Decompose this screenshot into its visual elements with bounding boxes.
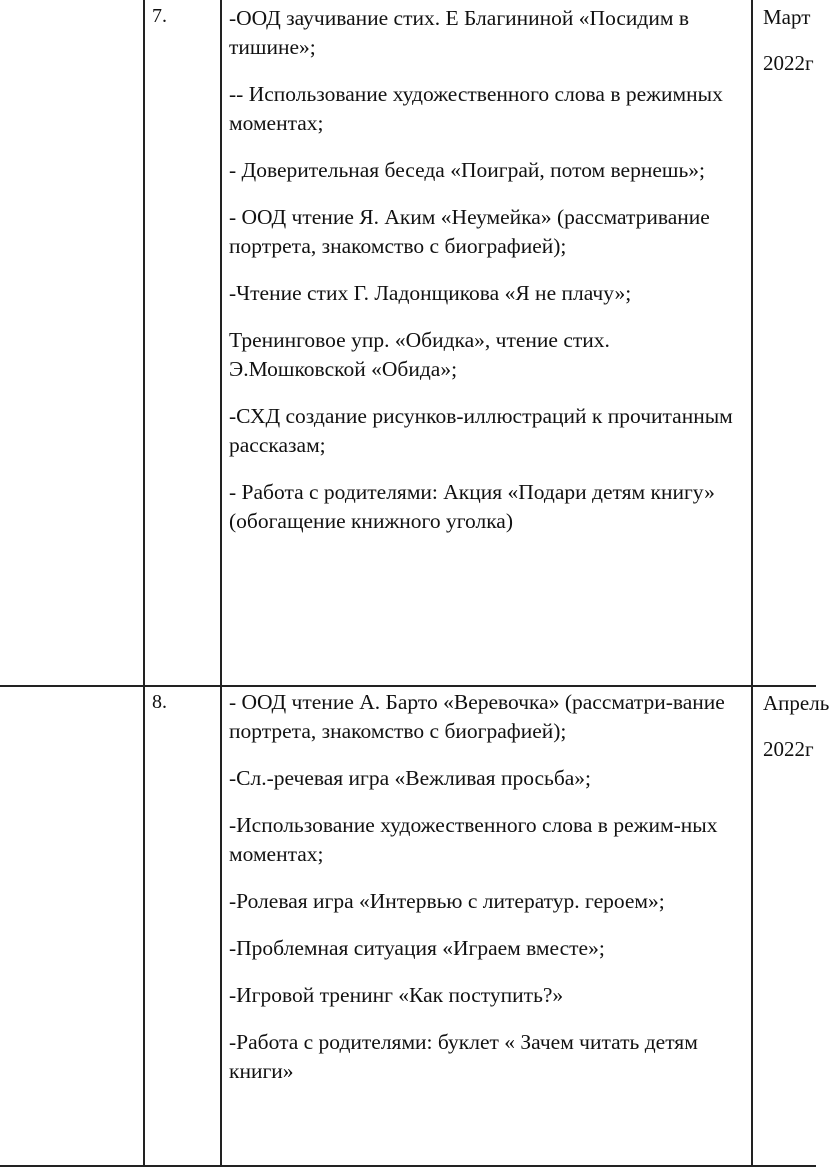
row-number: 7. — [152, 5, 167, 27]
row-content — [229, 4, 749, 554]
activity-item: - Доверительная беседа «Поиграй, потом вернешь»; — [229, 158, 705, 182]
table-border-left — [143, 0, 145, 1167]
activity-item: - ООД чтение Я. Аким «Неумейка» (рассматривание портрета, знакомство с биографией); — [229, 205, 710, 258]
activity-item: -ООД заучивание стих. Е Благининой «Посидим в тишине»; — [229, 6, 689, 59]
activity-item: -Сл.-речевая игра «Вежливая просьба»; — [229, 766, 592, 790]
row-number: 8. — [152, 691, 167, 713]
date-month: Апрель — [763, 691, 829, 715]
activity-item: -Работа с родителями: буклет « Зачем читать детям книги» — [229, 1030, 698, 1083]
activity-item: -Игровой тренинг «Как поступить?» — [229, 983, 564, 1007]
activity-item: - ООД чтение А. Барто «Веревочка» (рассматри-вание портрета, знакомство с биографией); — [229, 690, 725, 743]
table-border-right — [751, 0, 753, 1167]
activity-item: -Чтение стих Г. Ладонщикова «Я не плачу»; — [229, 281, 632, 305]
date-year: 2022г — [763, 737, 814, 761]
row-date — [763, 4, 823, 96]
activity-item: Тренинговое упр. «Обидка», чтение стих. Э.Мошковской «Обида»; — [229, 328, 610, 381]
table-border-bottom — [0, 1165, 816, 1167]
row-date — [763, 690, 829, 782]
row-content — [229, 688, 749, 1104]
table-border-mid — [220, 0, 222, 1167]
date-year: 2022г — [763, 51, 814, 75]
activity-item: - Работа с родителями: Акция «Подари детям книгу» (обогащение книжного уголка) — [229, 480, 715, 533]
activity-item: -- Использование художественного слова в режимных моментах; — [229, 82, 723, 135]
row-divider — [0, 685, 816, 687]
activity-item: -Проблемная ситуация «Играем вместе»; — [229, 936, 605, 960]
activity-item: -Ролевая игра «Интервью с литератур. героем»; — [229, 889, 665, 913]
date-month: Март — [763, 5, 811, 29]
activity-item: -СХД создание рисунков-иллюстраций к прочитанным рассказам; — [229, 404, 733, 457]
activity-item: -Использование художественного слова в режим-ных моментах; — [229, 813, 718, 866]
